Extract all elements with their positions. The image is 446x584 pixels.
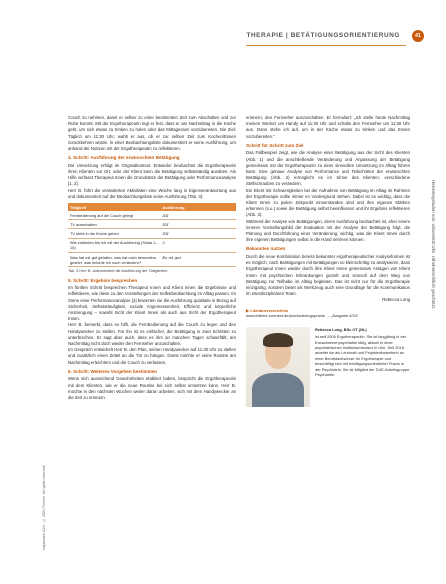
section-heading: Schritt für Schritt zum Ziel bbox=[246, 142, 304, 148]
table-header-row bbox=[68, 203, 236, 211]
paragraph: Ein Klient mit Schwierigkeiten bei der Aufnahme von Betätigung im Alltag im Rahmen der Ergotherapie sollte immer im Vordergrund stehen. Dabei ist es wichtig, dass die Klient Innen zu jedem Zeitpunkt einverstanden sind und ihre eigenen Stärken erkennen (s.u.) sowie die Betätigung selbst beeinflussen und ihr Ergebnis reflektieren (Abb. 3). bbox=[246, 187, 410, 218]
table-row bbox=[68, 211, 236, 220]
paragraph: Herr B. bemerkt, dass es hilft, die Fernbedienung auf die Couch zu legen und den Handywecker zu stellen. Für ihn ist es einfacher, die Betätigung in zwei Schritten zu unterbrechen. Er sagt aber auch, dass es ihm an manchen Tagen schwerfällt, am Nachmittag nicht doch wieder den Fernseher anzuschalten. bbox=[68, 322, 236, 347]
table-cell-comment: Es ist gut bbox=[160, 253, 236, 267]
author-photo bbox=[246, 327, 310, 407]
author-bio: ist seit 2006 Ergotherapeutin. Sie ist langjährig in der Erwachsenenpsychiatrie tätig, aktuell in einer psychiatrischen Institutsambulanz in Ulm. Seit 2018 arbeitet sie als Lehrkraft und Projektmitarbeiterin an einer Berufsfachschule für Ergotherapie und beschäftigt sich mit betätigungsorientierter Praxis in der Psychiatrie. Sie ist Mitglied der DVE-Arbeitsgruppe Psychiatrie. bbox=[315, 334, 410, 378]
table-cell: TV ausschalten bbox=[68, 220, 160, 229]
section-heading-step-6: 6. Schritt: Weiteres Vorgehen bestimmen bbox=[68, 368, 158, 374]
paragraph: Wenn sich ausreichend Gewohnheiten etabliert haben, bespricht die Ergotherapeutin mit dem Klienten, wie er die neue Routine bei sich selbst umsetzen kann. Herr B. möchte in den nächsten Wochen weiter daran arbeiten, sich mit dem Handywecker an die Zeit zu erinnern. bbox=[68, 376, 236, 401]
literature-heading: ▶ Literaturverzeichnis bbox=[246, 307, 289, 313]
author-info bbox=[315, 327, 410, 407]
table-row bbox=[68, 220, 236, 229]
table-row bbox=[68, 253, 236, 267]
table-cell-tally: IIII bbox=[160, 211, 236, 220]
paragraph: Die Umsetzung erfolgt im Originalkontext. Entweder beobachtet die Ergotherapeutin ihren Klienten vor Ort, oder der Klient kann die Betätigung selbstständig ausüben. Als Hilfe verfasst Therapeut Innen die Grundsätze der Betätigung oder Performanceanalyse [1, 2]. bbox=[68, 162, 236, 187]
paragraph: Durch die neue Kombination bereits bekannter ergotherapeutischer Analyseformen ist es möglich, nach Betätigungen mit Betätigungen so kleinschrittig zu analysieren, dass Ergotherapeut Innen wieder durch ihre Klient Innen gemeinsam Anlagen von Klient Innen mit psychischen Erkrankungen gezielt und sinnvoll auf dem Weg von Betätigung zur Teilhabe im Alltag begleiten. Das ist nicht nur für die Ergotherapie einzigartig, sondern bietet als Werkzeug auch eine Grundlage für die Kommunikation im interdisziplinären Team. bbox=[246, 254, 410, 297]
paragraph: Im fünften Schritt besprechen Therapeut Innen und Klient Innen die Ergebnisse und reflektieren, wie diese zu den Vorstellungen der Selbstbeobachtung im Alltag passen. Im Sinne einer Performanceanalyse [2] bewerten sie die Ausführung qualitativ in Bezug auf Sicherheit, Selbstständigkeit, soziale Angemessenheit, Effizienz und körperliche Anstrengung – sowohl Sicht der Klient Innen als auch aus Sicht der Ergotherapeut Innen. bbox=[68, 285, 236, 322]
author-box bbox=[246, 327, 410, 407]
table-header-activity: Tätigkeit bbox=[68, 203, 160, 211]
table-caption: Tab. 3 Herr B. dokumentiert die Ausführung der Tätigkeiten. bbox=[68, 269, 168, 274]
section-heading: Bekanntes nutzen bbox=[246, 246, 286, 252]
header-rule bbox=[246, 45, 406, 46]
table-cell-tally: IIII bbox=[160, 220, 236, 229]
table-cell-tally: IIII bbox=[160, 229, 236, 238]
literature-box bbox=[246, 308, 410, 319]
download-notice: Heruntergeladen von: Universität Ulm. Urheberrechtlich geschützt. bbox=[431, 180, 436, 310]
paragraph: Das Fallbeispiel zeigt, wie die Analyse einer Betätigung aus der Sicht des Klienten (Abb. 1) und die anschließende Veränderung und Anpassung der Betätigung gemeinsam mit der Ergotherapeutin zu einer sinnvollen Umsetzung im Alltag führen kann. Eine genaue Analyse von Performance und Teilschritten der erwünschten Betätigung (Abb. 2) ermöglicht es im Sinne des Klienten, verschiedene Stellschrauben zu verändern. bbox=[246, 150, 410, 187]
paragraph: Couch zu nehmen, damit er selber zu einer bestimmten Zeit zum Abschalten und zur Ruhe kommt. Mit der Ergotherapeutin legt er fest, dass er am Nachmittag in die Küche geht, um sich etwas zu trinken zu holen oder das Mittagessen vorzubereiten. Die Ziel: Täglich um 11:30 Uhr, wahlt er aus, ob er zur selben Zeit zum Kochen/Essen zurückkehren würde. In einer Beobachtungsliste dokumentiert er seine Ausführung, um anhand der Notizen mit der Ergotherapeutin zu reflektieren. bbox=[68, 115, 236, 152]
table-cell: Fernbedienung auf die Couch gelegt bbox=[68, 211, 160, 220]
table-cell: TV steht in die Küche gehen bbox=[68, 229, 160, 238]
left-column bbox=[68, 115, 236, 401]
observation-table bbox=[68, 203, 236, 267]
paragraph: Während der Analyse von Betätigungen, deren Ausführung beobachtet ist, eher einem inneren Vorstellungsbild der Evaluation mit der Analyse der Betätigung folgt, die Planung und Durchführung einer Veränderung, wichtig, was die Klient Innen durch ihre eigenen Betätigungen selbst in die Hand nehmen können. bbox=[246, 218, 410, 243]
running-header: THERAPIE | BETÄTIGUNGSORIENTIERUNG bbox=[246, 32, 400, 39]
paragraph: Herr B. führt die veränderten Aktivitäten eine Woche lang in Eigenverantwortung aus und dokumentiert auf der Beobachtungsliste seine Ausführung (Tab. 3): bbox=[68, 187, 236, 199]
table-row bbox=[68, 229, 236, 238]
author-signature: Rebecca Long bbox=[382, 297, 410, 303]
literature-link[interactable]: www.thieme-connect.de/products/ergopraxis → „Ausgabe 4/24“ bbox=[246, 313, 359, 319]
copyright-notice: ergopraxis 4/24 · © 2024 Thieme. All rights reserved. bbox=[42, 464, 46, 550]
table-cell-rating: 3 bbox=[160, 238, 236, 252]
right-column bbox=[246, 115, 410, 407]
paragraph: erinnern, den Fernseher auszuschalten. Er formuliert: „Ich stelle heute Nachmittag meinen Wecker um Handy auf 11:30 Uhr und schalte den Fernseher um 11:30 Uhr aus. Dann stehe ich auf, um in der Küche etwas zu trinken und das Essen vorzubereiten.“ bbox=[246, 115, 410, 139]
page-number-badge: 41 bbox=[412, 30, 424, 42]
table-header-execution: Ausführung bbox=[160, 203, 236, 211]
paragraph: Im Gespräch entwickelt Herr B. den Plan, seinen Handywecker auf 11:30 Uhr zu stellen und zusätzlich einen Zettel an die Tür zu hängen. Damit möchte er seine Routine am Nachmittag erleichtern und die Couch zu verlassen. bbox=[68, 347, 236, 365]
section-heading-step-4: 4. Schritt: Ausführung der erwünschten Betätigung bbox=[68, 155, 180, 161]
table-row bbox=[68, 238, 236, 252]
table-cell: Was hat mir gut gefallen, was hat mich besonders gestört, was möchte ich noch verändern? bbox=[68, 253, 160, 267]
author-photo-body bbox=[252, 373, 304, 407]
table-cell: Wie zufrieden bin ich mit der Ausführung (Skala 1–10) bbox=[68, 238, 160, 252]
author-name: Rebecca Long, BSc OT (NL) bbox=[315, 326, 367, 332]
section-heading-step-5: 5. Schritt: Ergebnis besprechen bbox=[68, 277, 138, 283]
author-photo-hair bbox=[263, 333, 293, 347]
